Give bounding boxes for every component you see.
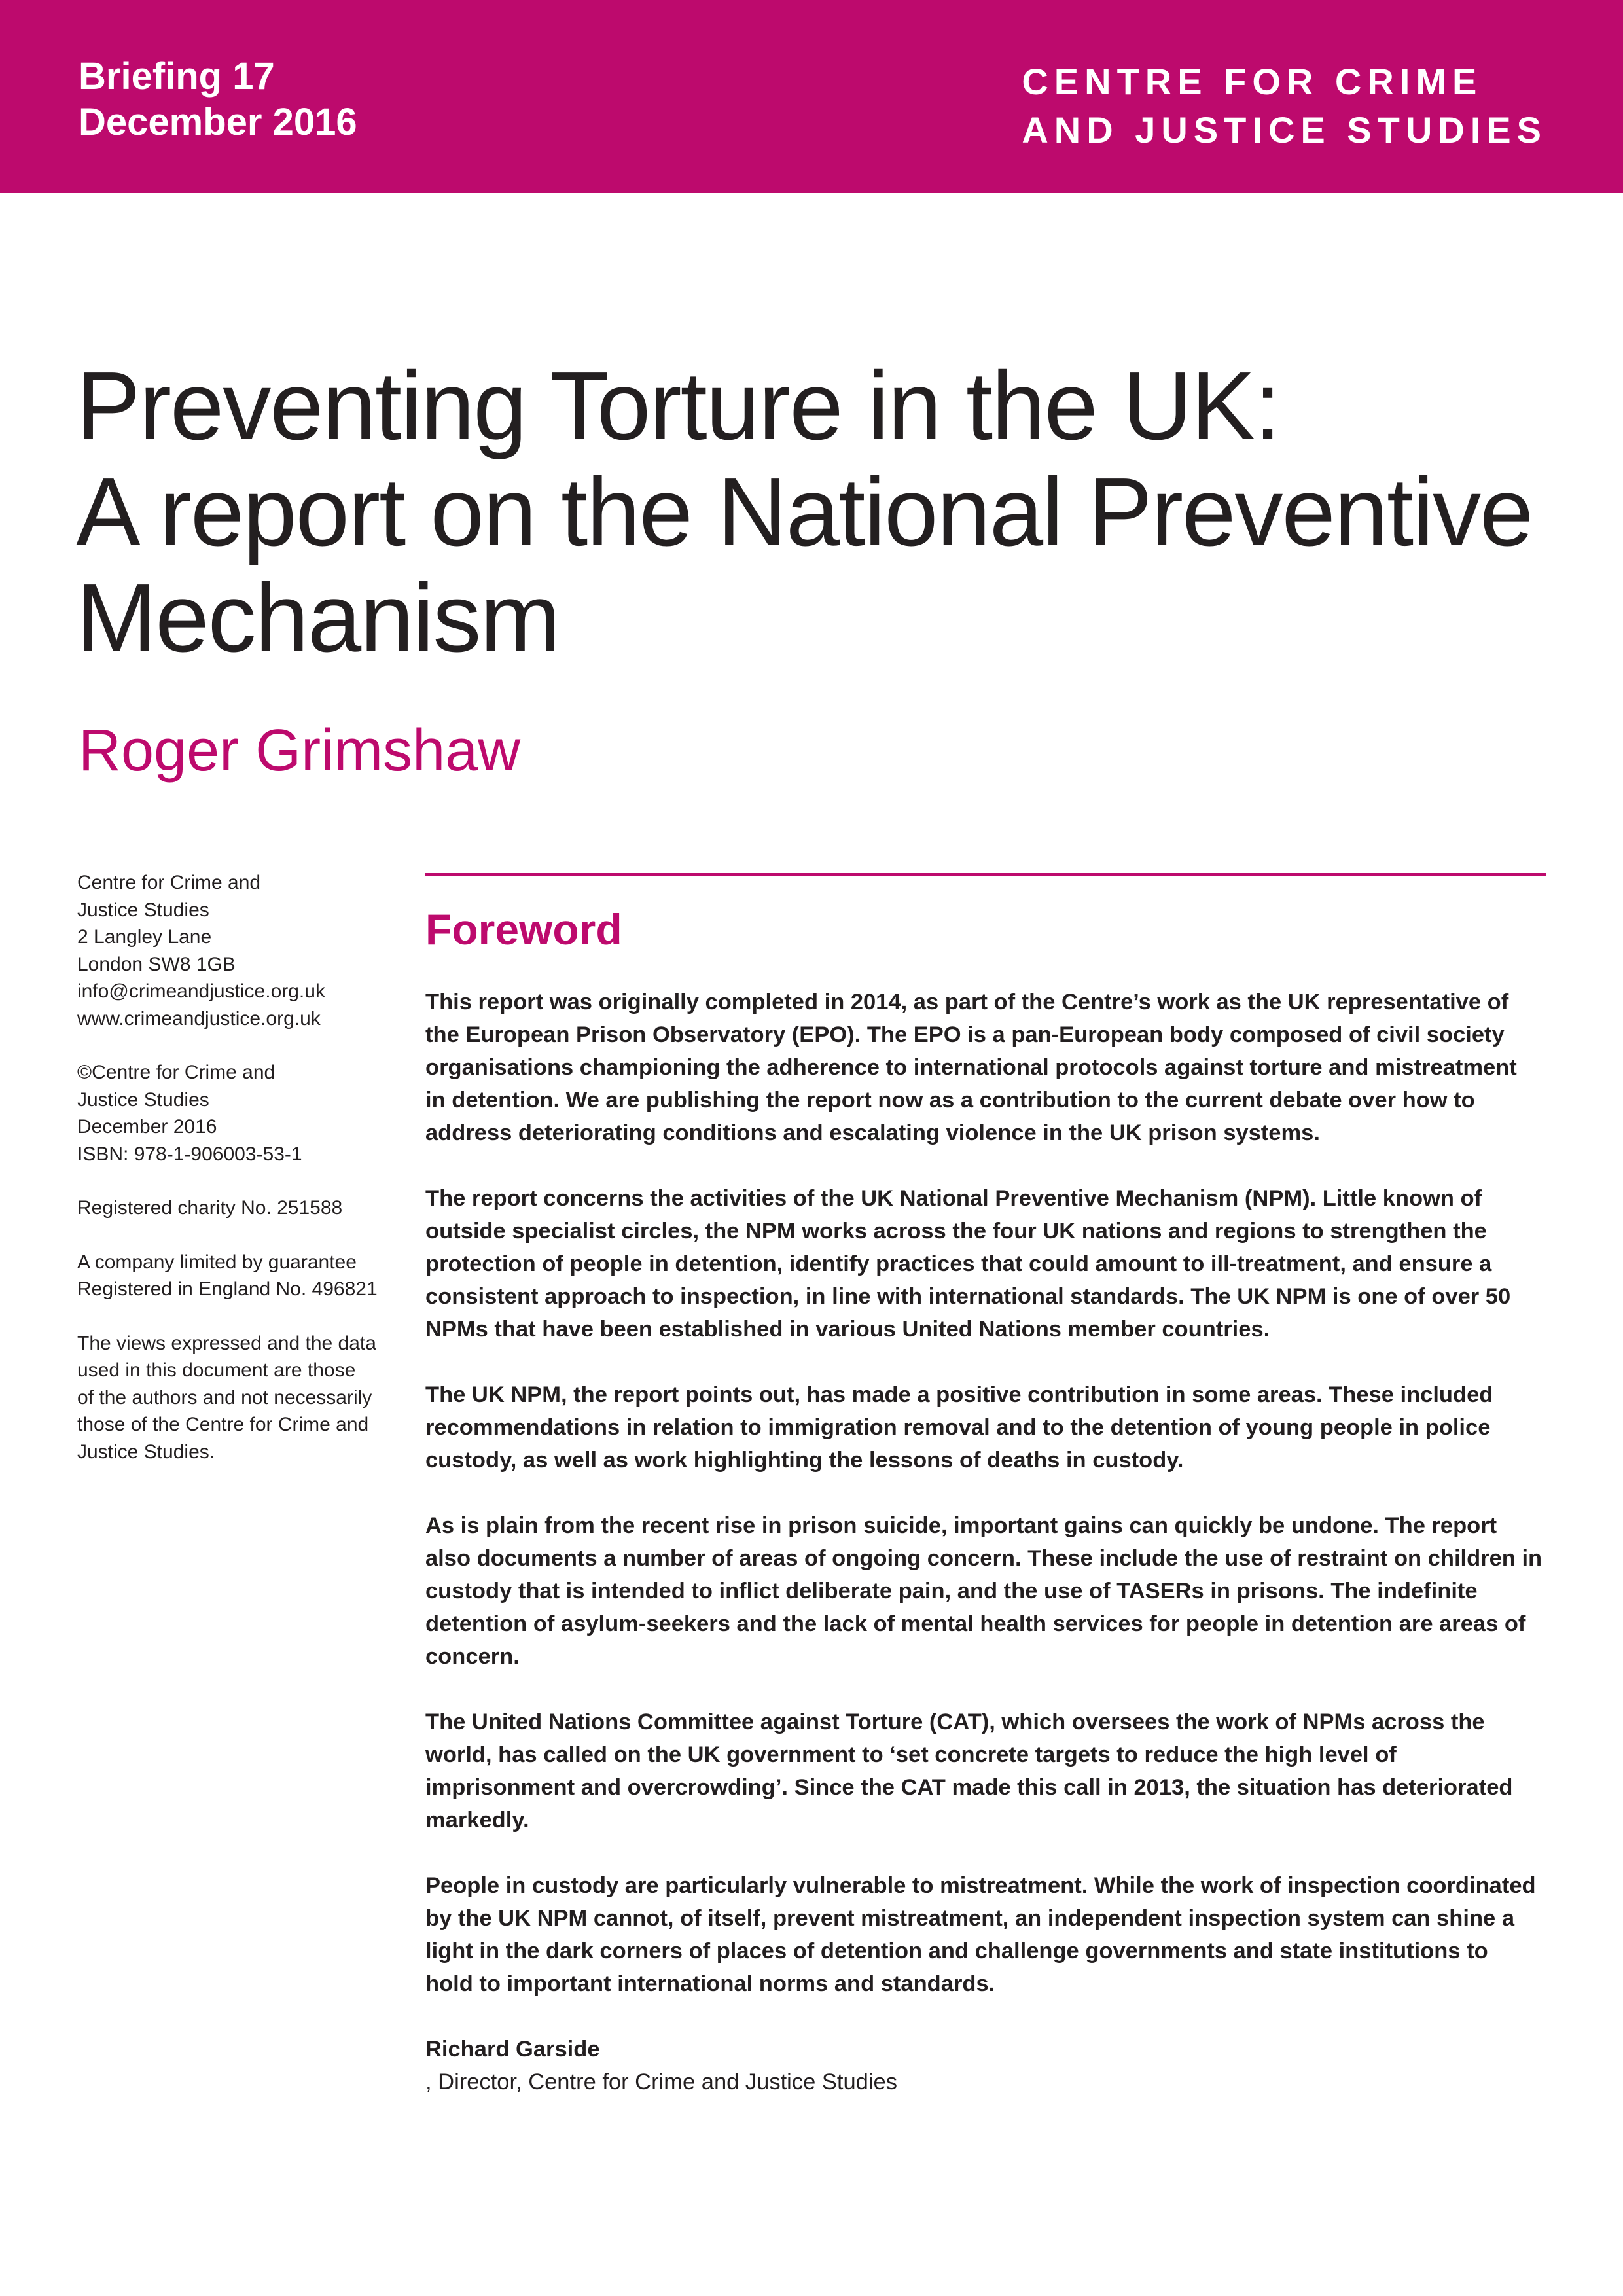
- sidebar-website: www.crimeandjustice.org.uk: [77, 1007, 321, 1030]
- foreword-heading: Foreword: [425, 905, 622, 954]
- sidebar-line: used in this document are those: [77, 1359, 356, 1381]
- report-title-line: Preventing Torture in the UK:: [76, 352, 1280, 460]
- paragraph-line: custody, as well as work highlighting the lessons of deaths in custody.: [425, 1448, 1184, 1473]
- foreword-paragraph: [425, 1509, 1546, 1673]
- paragraph-line: recommendations in relation to immigration removal and to the detention of young people in police: [425, 1415, 1491, 1440]
- organisation-name-line: CENTRE FOR CRIME: [1022, 61, 1483, 102]
- paragraph-line: concern.: [425, 1644, 520, 1669]
- paragraph-line: custody that is intended to inflict deliberate pain, and the use of TASERs in prisons. The indefinite: [425, 1579, 1478, 1604]
- paragraph-line: address deteriorating conditions and escalating violence in the UK prison systems.: [425, 1121, 1320, 1145]
- paragraph-line: by the UK NPM cannot, of itself, prevent mistreatment, an independent inspection system can shine a: [425, 1906, 1515, 1931]
- paragraph-line: protection of people in detention, identify practices that could amount to ill-treatment, and ensure a: [425, 1251, 1492, 1276]
- company-registration: [77, 1249, 404, 1303]
- sidebar-line: The views expressed and the data: [77, 1332, 376, 1354]
- organisation-name-line: AND JUSTICE STUDIES: [1022, 109, 1547, 151]
- paragraph-line: People in custody are particularly vulnerable to mistreatment. While the work of inspection coordinated: [425, 1873, 1536, 1898]
- sidebar-info: [77, 869, 404, 1492]
- paragraph-line: organisations championing the adherence to international protocols against torture and mistreatment: [425, 1055, 1517, 1080]
- paragraph-line: consistent approach to inspection, in line with international standards. The UK NPM is one of over 50: [425, 1284, 1511, 1309]
- paragraph-line: markedly.: [425, 1808, 529, 1833]
- briefing-number: Briefing 17: [79, 55, 275, 98]
- copyright-block: [77, 1059, 404, 1168]
- section-divider: [425, 873, 1546, 876]
- report-title: [76, 353, 1548, 672]
- paragraph-line: world, has called on the UK government to ‘set concrete targets to reduce the high level of: [425, 1742, 1397, 1767]
- paragraph-line: also documents a number of areas of ongoing concern. These include the use of restraint on children in: [425, 1546, 1543, 1571]
- paragraph-line: The UK NPM, the report points out, has made a positive contribution in some areas. These included: [425, 1382, 1493, 1407]
- foreword-paragraph: [425, 986, 1546, 1149]
- sidebar-line: Centre for Crime and: [77, 872, 261, 893]
- paragraph-line: hold to important international norms and standards.: [425, 1971, 995, 1996]
- contact-address: [77, 869, 404, 1032]
- sidebar-line: Registered charity No. 251588: [77, 1197, 343, 1219]
- organisation-name: [1022, 58, 1547, 154]
- sidebar-line: ©Centre for Crime and: [77, 1062, 276, 1083]
- sidebar-line: December 2016: [77, 1116, 217, 1138]
- paragraph-line: The United Nations Committee against Torture (CAT), which oversees the work of NPMs across the: [425, 1710, 1485, 1734]
- paragraph-line: imprisonment and overcrowding’. Since the CAT made this call in 2013, the situation has deteriorated: [425, 1775, 1513, 1800]
- sidebar-line: A company limited by guarantee: [77, 1251, 357, 1273]
- isbn: ISBN: 978-1-906003-53-1: [77, 1143, 302, 1165]
- report-title-line: A report on the National Preventive: [76, 458, 1533, 566]
- foreword-paragraph: [425, 1182, 1546, 1346]
- sidebar-email: info@crimeandjustice.org.uk: [77, 980, 325, 1002]
- sidebar-line: Registered in England No. 496821: [77, 1278, 378, 1300]
- paragraph-line: detention of asylum-seekers and the lack of mental health services for people in detention are areas of: [425, 1611, 1526, 1636]
- sidebar-line: Justice Studies: [77, 899, 209, 921]
- paragraph-line: NPMs that have been established in various United Nations member countries.: [425, 1317, 1270, 1342]
- sidebar-line: 2 Langley Lane: [77, 926, 212, 948]
- sidebar-line: those of the Centre for Crime and: [77, 1414, 369, 1435]
- paragraph-line: the European Prison Observatory (EPO). The EPO is a pan-European body composed of civil society: [425, 1022, 1505, 1047]
- sidebar-line: Justice Studies.: [77, 1441, 215, 1463]
- paragraph-line: As is plain from the recent rise in prison suicide, important gains can quickly be undone. The report: [425, 1513, 1497, 1538]
- paragraph-line: outside specialist circles, the NPM works across the four UK nations and regions to strengthen the: [425, 1219, 1487, 1244]
- report-title-line: Mechanism: [76, 564, 560, 672]
- paragraph-line: light in the dark corners of places of detention and challenge governments and state institutions to: [425, 1939, 1488, 1964]
- charity-number: [77, 1194, 404, 1222]
- disclaimer: [77, 1330, 404, 1466]
- briefing-date: December 2016: [79, 101, 357, 143]
- briefing-label: [79, 54, 357, 145]
- foreword-paragraph: [425, 1706, 1546, 1837]
- paragraph-line: in detention. We are publishing the report now as a contribution to the current debate over how to: [425, 1088, 1475, 1113]
- author-name: Roger Grimshaw: [79, 718, 521, 783]
- sidebar-line: of the authors and not necessarily: [77, 1386, 372, 1408]
- paragraph-line: The report concerns the activities of the UK National Preventive Mechanism (NPM). Little known of: [425, 1186, 1482, 1211]
- paragraph-line: This report was originally completed in 2014, as part of the Centre’s work as the UK representative of: [425, 990, 1509, 1014]
- sidebar-line: Justice Studies: [77, 1088, 209, 1111]
- foreword-body: [425, 986, 1546, 2098]
- foreword-signature: [425, 2033, 1546, 2098]
- signatory-name: Richard Garside: [425, 2037, 600, 2062]
- signatory-role: , Director, Centre for Crime and Justice Studies: [425, 2070, 897, 2094]
- sidebar-line: London SW8 1GB: [77, 953, 236, 975]
- foreword-paragraph: [425, 1869, 1546, 2000]
- foreword-section: [425, 873, 1546, 2098]
- foreword-paragraph: [425, 1378, 1546, 1477]
- header-band: [0, 0, 1623, 193]
